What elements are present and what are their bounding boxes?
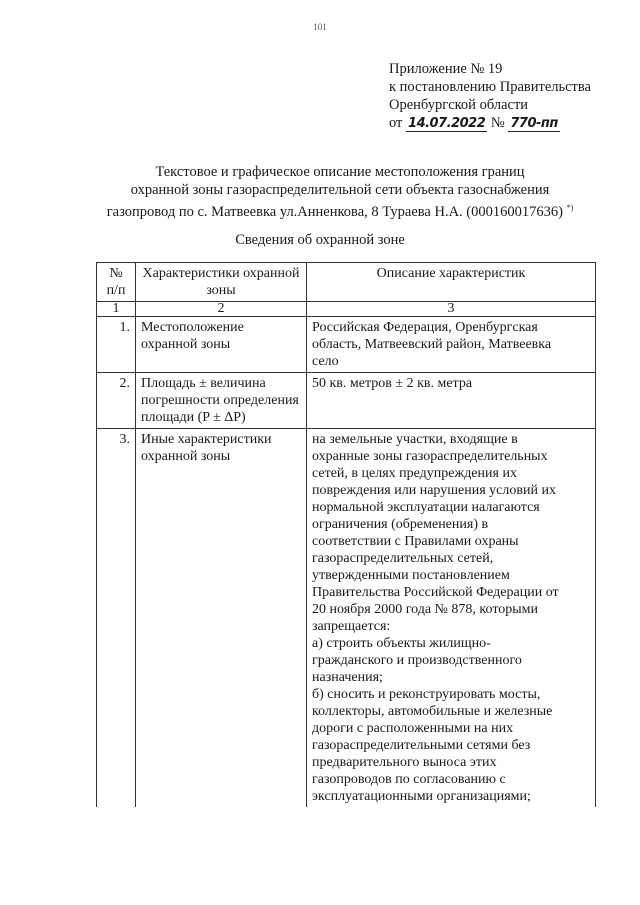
description-line: на земельные участки, входящие в [312,432,518,447]
zone-info-table [96,262,596,807]
description-line: сетей, в целях предупреждения их [312,466,517,481]
page-number: 101 [313,22,327,32]
description-line: нормальной эксплуатации налагаются [312,500,540,515]
appendix-date-line [389,114,629,133]
column-numbering-row [97,302,596,317]
column-number: 2 [136,302,307,317]
column-number: 1 [97,302,136,317]
description-line: а) строить объекты жилищно- [312,636,491,651]
description-line: охранные зоны газораспределительных [312,449,548,464]
header-description: Описание характеристик [307,263,596,302]
description-line: соответствии с Правилами охраны [312,534,519,549]
description-line: назначения; [312,670,383,685]
appendix-block [389,60,629,133]
description-line: б) сносить и реконструировать мосты, [312,687,541,702]
header-characteristic: Характеристики охранной зоны [136,263,307,302]
handwritten-date: 14.07.2022 [408,116,486,131]
title-line-text: газопровод по с. Матвеевка ул.Анненкова, 8 Тураева Н.А. (000160017636) [106,203,563,220]
row-description [307,429,596,808]
footnote-mark: *) [566,203,574,212]
description-line: повреждения или нарушения условий их [312,483,556,498]
title-line: охранной зоны газораспределительной сети объекта газоснабжения [130,182,550,198]
table-header-row [97,263,596,302]
table-row [97,373,596,429]
handwritten-number: 770-пп [510,116,558,131]
row-number: 2. [97,373,136,429]
description-line: ограничения (обременения) в [312,517,489,532]
description-line: предварительного выноса этих [312,755,497,770]
description-line: 50 кв. метров ± 2 кв. метра [312,376,473,391]
description-line: утвержденными постановлением [312,568,510,583]
description-line: область, Матвеевский район, Матвеевка [312,337,552,352]
section-heading: Сведения об охранной зоне [235,232,405,248]
header-num: № п/п [97,263,136,302]
description-line: дороги с расположенными на них [312,721,514,736]
description-line: Российская Федерация, Оренбургская [312,320,538,335]
appendix-line: к постановлению Правительства [389,79,591,95]
number-sign: № [490,115,505,131]
description-line: 20 ноября 2000 года № 878, которыми [312,602,539,617]
description-line: Правительства Российской Федерации от [312,585,559,600]
description-line: запрещается: [312,619,391,634]
description-line: газопроводов по согласованию с [312,772,506,787]
description-line: эксплуатационными организациями; [312,789,531,804]
row-description [307,317,596,373]
row-characteristic: Площадь ± величина погрешности определения площади (P ± ΔP) [136,373,307,429]
row-number: 1. [97,317,136,373]
row-number: 3. [97,429,136,808]
description-line: газораспределительными сетями без [312,738,531,753]
column-number: 3 [307,302,596,317]
appendix-line: Оренбургской области [389,97,529,113]
table-row [97,429,596,808]
table-row [97,317,596,373]
title-line: Текстовое и графическое описание местоположения границ [155,164,525,180]
row-characteristic: Иные характеристики охранной зоны [136,429,307,808]
appendix-line: Приложение № 19 [389,61,503,77]
row-description [307,373,596,429]
appendix-date-prefix: от [389,115,403,131]
title-line [60,199,620,221]
document-title [60,163,620,221]
description-line: село [312,354,339,369]
description-line: коллекторы, автомобильные и железные [312,704,553,719]
row-characteristic: Местоположение охранной зоны [136,317,307,373]
description-line: гражданского и производственного [312,653,522,668]
description-line: газораспределительных сетей, [312,551,494,566]
